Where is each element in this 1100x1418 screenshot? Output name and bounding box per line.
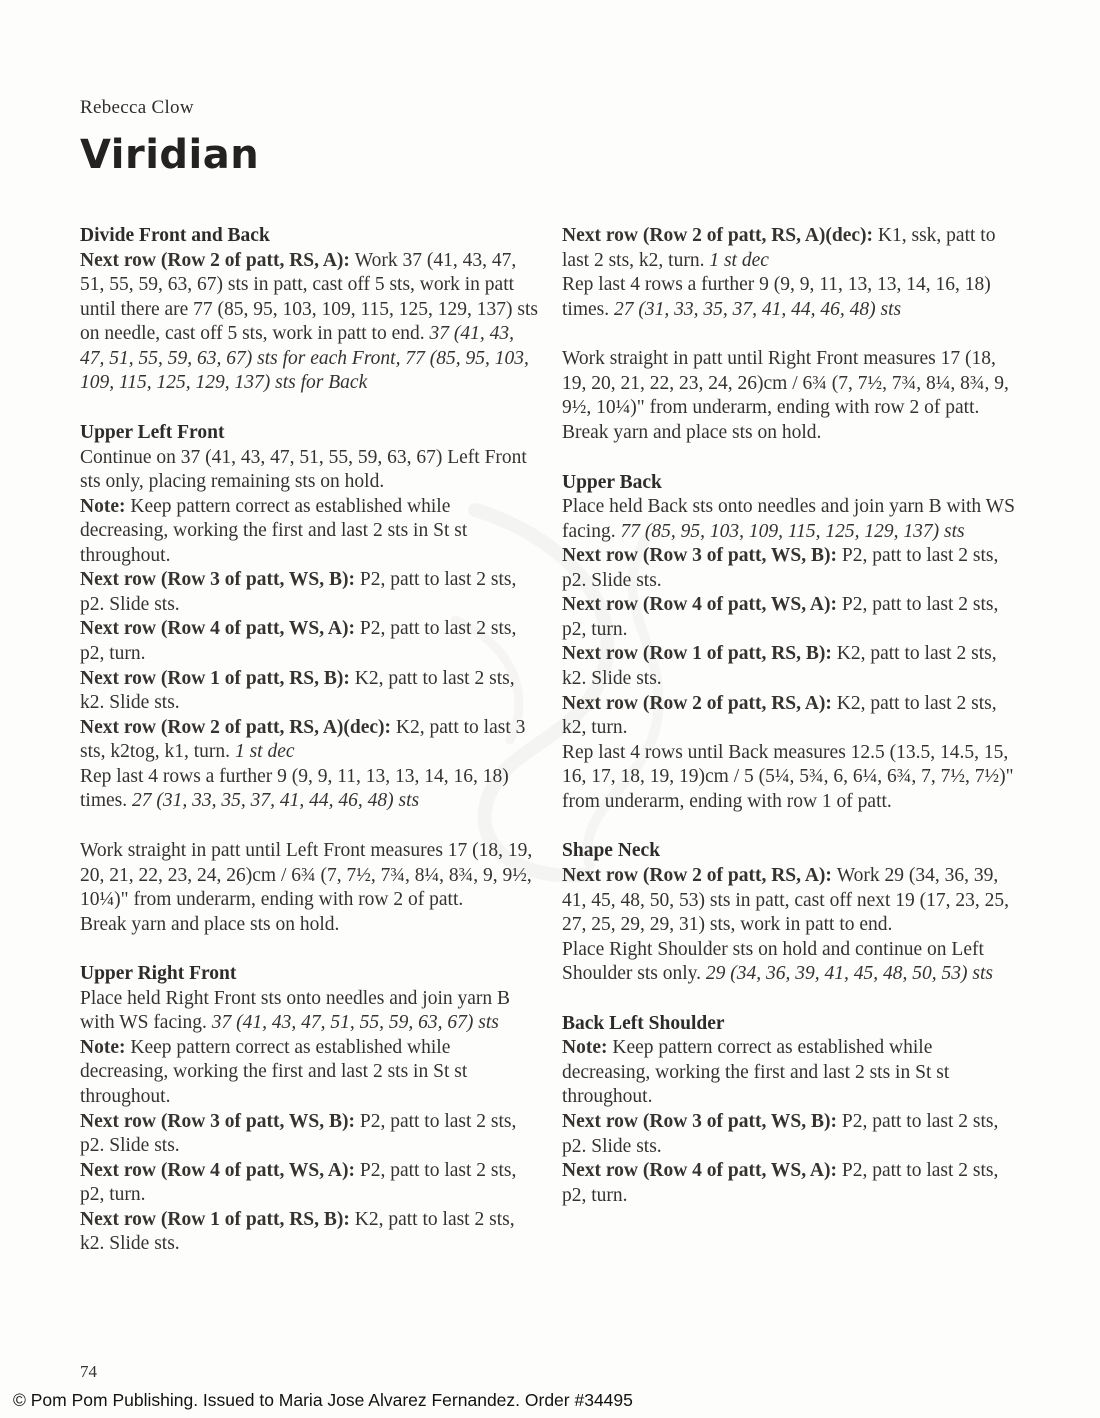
paragraph (562, 544, 1022, 593)
text-run: P2, patt to last 2 sts, p2, turn. (80, 618, 517, 664)
text-run: Next row (Row 2 of patt, RS, A): (80, 249, 355, 271)
paragraph (562, 347, 1022, 421)
text-run: K1, ssk, patt to last 2 sts, k2, turn. (562, 225, 996, 271)
paragraph (80, 446, 540, 495)
text-run: Work straight in patt until Left Front measures 17 (18, 19, 20, 21, 22, 23, 24, 26)cm / 6¾ (7, 7½, 7¾, 8¼, 8¾, 9, 9½, 10¼)" from underarm, ending with row 2 of patt. (80, 839, 533, 911)
text-run: Next row (Row 3 of patt, WS, B): (80, 569, 360, 591)
pattern-title: Viridian (80, 132, 260, 178)
paragraph (80, 617, 540, 666)
column-left (80, 224, 540, 1257)
page-number: 74 (80, 1362, 97, 1381)
two-column-layout (80, 224, 1022, 1257)
paragraph (562, 642, 1022, 691)
text-run: Work 37 (41, 43, 47, 51, 55, 59, 63, 67) sts in patt, cast off 5 sts, work in patt until there are 77 (85, 95, 103, 109, 115, 125, 129, 137) sts on needle, cast off 5 sts, work in patt to end. (80, 249, 539, 345)
paragraph (80, 249, 540, 396)
text-run: Work 29 (34, 36, 39, 41, 45, 48, 50, 53) sts in patt, cast off next 19 (17, 23, 25, 27, 25, 29, 29, 31) sts, work in patt to end. (562, 864, 1010, 936)
paragraph (80, 716, 540, 765)
paragraph (562, 1110, 1022, 1159)
text-block (562, 839, 1022, 986)
text-run: 1 st dec (709, 249, 769, 271)
text-run: P2, patt to last 2 sts, p2, turn. (80, 1159, 517, 1206)
text-run: K2, patt to last 2 sts, k2. Slide sts. (80, 1208, 515, 1255)
text-run: Keep pattern correct as established while decreasing, working the first and last 2 sts in St st throughout. (80, 495, 468, 566)
paragraph (80, 1159, 540, 1208)
paragraph (562, 495, 1022, 544)
paragraph (80, 839, 540, 913)
paragraph (80, 1110, 540, 1159)
section-heading: Shape Neck (562, 840, 661, 862)
paragraph (562, 421, 1022, 446)
text-run: Next row (Row 4 of patt, WS, A): (562, 1160, 842, 1182)
paragraph (80, 568, 540, 617)
text-run: Note: (80, 1036, 131, 1058)
paragraph (80, 667, 540, 716)
paragraph (562, 224, 1022, 273)
text-run: P2, patt to last 2 sts, p2. Slide sts. (80, 1110, 517, 1157)
text-block (80, 224, 540, 396)
paragraph (562, 864, 1022, 938)
text-run: Work straight in patt until Right Front measures 17 (18, 19, 20, 21, 22, 23, 24, 26)cm / 6¾ (7, 7½, 7¾, 8¼, 8¾, 9, 9½, 10¼)" from underarm, ending with row 2 of patt. (562, 348, 1009, 419)
section-heading: Back Left Shoulder (562, 1012, 725, 1034)
text-run: Place Right Shoulder sts on hold and continue on Left Shoulder sts only. (562, 938, 984, 985)
text-run: Note: (80, 495, 131, 517)
page-content (80, 96, 1022, 1257)
text-run: 27 (31, 33, 35, 37, 41, 44, 46, 48) sts (132, 790, 420, 812)
text-run: Next row (Row 3 of patt, WS, B): (562, 545, 842, 567)
section-heading: Upper Left Front (80, 421, 225, 443)
paragraph (562, 273, 1022, 322)
text-run: Next row (Row 3 of patt, WS, B): (562, 1111, 842, 1132)
text-run: Next row (Row 1 of patt, RS, B): (80, 1208, 355, 1230)
text-run: Rep last 4 rows a further 9 (9, 9, 11, 13, 13, 14, 16, 18) times. (562, 274, 991, 320)
text-run: K2, patt to last 3 sts, k2tog, k1, turn. (80, 716, 526, 763)
paragraph (80, 765, 540, 814)
paragraph (562, 692, 1022, 741)
paragraph (80, 987, 540, 1036)
text-run: P2, patt to last 2 sts, p2, turn. (562, 594, 999, 640)
paragraph (562, 1159, 1022, 1208)
text-block (562, 347, 1022, 445)
text-block (562, 471, 1022, 815)
text-run: Next row (Row 4 of patt, WS, A): (80, 1159, 360, 1181)
column-right (562, 224, 1022, 1257)
text-run: Next row (Row 2 of patt, RS, A): (562, 692, 837, 714)
text-run: P2, patt to last 2 sts, p2, turn. (562, 1160, 999, 1206)
text-run: Next row (Row 4 of patt, WS, A): (562, 594, 842, 616)
text-run: Note: (562, 1037, 613, 1059)
text-run: P2, patt to last 2 sts, p2. Slide sts. (562, 1111, 999, 1157)
text-block (562, 224, 1022, 322)
text-run: Rep last 4 rows until Back measures 12.5 (13.5, 14.5, 15, 16, 17, 18, 19, 19)cm / 5 (5¼, 5¾, 6, 6¼, 6¾, 7, 7½, 7½)" from underarm, ending with row 1 of patt. (562, 741, 1014, 812)
text-run: Place held Back sts onto needles and join yarn B with WS facing. (562, 496, 1015, 542)
text-run: 27 (31, 33, 35, 37, 41, 44, 46, 48) sts (614, 298, 902, 320)
text-run: Break yarn and place sts on hold. (562, 421, 822, 443)
paragraph (80, 1208, 540, 1257)
text-run: Next row (Row 1 of patt, RS, B): (80, 667, 355, 689)
text-block (80, 421, 540, 814)
text-run: Next row (Row 2 of patt, RS, A)(dec): (80, 716, 396, 738)
section-heading: Divide Front and Back (80, 225, 270, 246)
text-run: Next row (Row 4 of patt, WS, A): (80, 618, 360, 640)
text-run: Next row (Row 2 of patt, RS, A)(dec): (562, 225, 878, 246)
text-run: P2, patt to last 2 sts, p2. Slide sts. (80, 569, 517, 615)
text-block (562, 1012, 1022, 1209)
paragraph (80, 495, 540, 569)
text-run: Place held Right Front sts onto needles and join yarn B with WS facing. (80, 987, 511, 1034)
copyright-notice: © Pom Pom Publishing. Issued to Maria Jose Alvarez Fernandez. Order #34495 (13, 1390, 633, 1410)
text-run: Keep pattern correct as established while decreasing, working the first and last 2 sts in St st throughout. (80, 1036, 468, 1107)
text-run: 77 (85, 95, 103, 109, 115, 125, 129, 137) sts (620, 520, 965, 542)
text-run: 1 st dec (234, 741, 295, 763)
text-run: Rep last 4 rows a further 9 (9, 9, 11, 13, 13, 14, 16, 18) times. (80, 765, 509, 812)
paragraph (562, 938, 1022, 987)
text-run: 29 (34, 36, 39, 41, 45, 48, 50, 53) sts (705, 963, 994, 985)
paragraph (80, 1036, 540, 1110)
text-run: Next row (Row 3 of patt, WS, B): (80, 1110, 360, 1132)
text-run: Keep pattern correct as established while decreasing, working the first and last 2 sts in St st throughout. (562, 1037, 950, 1108)
paragraph (562, 1036, 1022, 1110)
text-block (80, 962, 540, 1257)
text-block (80, 839, 540, 937)
section-heading: Upper Right Front (80, 963, 237, 985)
text-run: K2, patt to last 2 sts, k2. Slide sts. (80, 667, 515, 714)
section-heading: Upper Back (562, 471, 662, 493)
text-run: P2, patt to last 2 sts, p2. Slide sts. (562, 545, 999, 591)
text-run: K2, patt to last 2 sts, k2, turn. (562, 692, 997, 739)
text-run: 37 (41, 43, 47, 51, 55, 59, 63, 67) sts for each Front, 77 (85, 95, 103, 109, 115, 125, 129, 137) sts for Back (80, 323, 529, 394)
text-run: Continue on 37 (41, 43, 47, 51, 55, 59, 63, 67) Left Front sts only, placing remaining sts on hold. (80, 446, 527, 493)
author-name: Rebecca Clow (80, 97, 194, 118)
text-run: Next row (Row 2 of patt, RS, A): (562, 864, 837, 886)
text-run: Break yarn and place sts on hold. (80, 913, 340, 935)
paragraph (562, 593, 1022, 642)
text-run: Next row (Row 1 of patt, RS, B): (562, 643, 837, 665)
paragraph (562, 741, 1022, 815)
paragraph (80, 913, 540, 938)
text-run: K2, patt to last 2 sts, k2. Slide sts. (562, 643, 997, 689)
text-run: 37 (41, 43, 47, 51, 55, 59, 63, 67) sts (211, 1012, 499, 1034)
